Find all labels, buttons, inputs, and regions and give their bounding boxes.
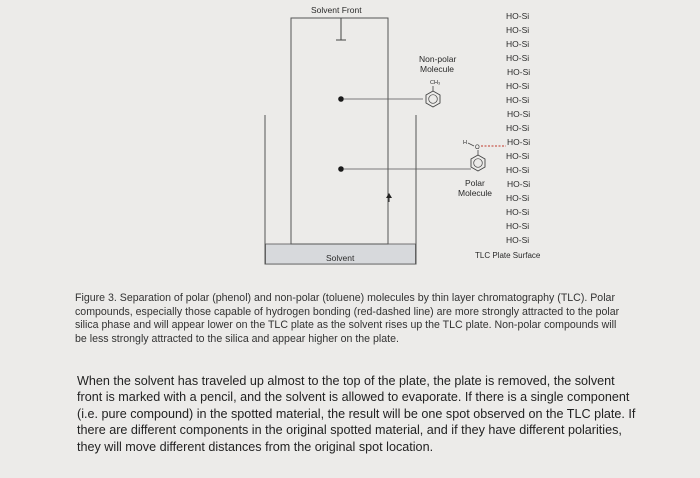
figure-caption: Figure 3. Separation of polar (phenol) and non-polar (toluene) molecules by thin layer chromatography (TLC). Polar compounds, especially those capable of hydrogen bonding (red-dashed line) are more strongly attracted to the polar silica phase and will appear lower on the TLC plate as the solvent rises up the TLC plate. Non-polar compounds will be less strongly attracted to the silica and appear higher on the plate. xyxy=(75,292,620,345)
phenol-ring-icon xyxy=(471,155,485,171)
silanol-group: HO-Si xyxy=(506,39,530,49)
silanol-group: HO-Si xyxy=(507,137,531,147)
silanol-group: HO-Si xyxy=(506,53,530,63)
solvent-rise-arrow-icon xyxy=(386,193,392,198)
silanol-group: HO-Si xyxy=(506,123,530,133)
silanol-group: HO-Si xyxy=(507,67,531,77)
tlc-surface-label: TLC Plate Surface xyxy=(475,251,541,260)
silanol-group: HO-Si xyxy=(506,193,530,203)
nonpolar-label-line1: Non-polar xyxy=(419,54,457,64)
beaker-outline xyxy=(265,115,416,264)
silanol-group: HO-Si xyxy=(507,179,531,189)
polar-label-line1: Polar xyxy=(465,178,485,188)
silanol-group: HO-Si xyxy=(506,25,530,35)
phenol-oxygen: O xyxy=(475,145,480,151)
silanol-group: HO-Si xyxy=(506,11,530,21)
phenol-hydrogen: H xyxy=(463,140,467,146)
silanol-group: HO-Si xyxy=(506,235,530,245)
toluene-ring-icon xyxy=(426,91,440,107)
silanol-group: HO-Si xyxy=(507,109,531,119)
nonpolar-spot xyxy=(338,96,344,102)
solvent-label: Solvent xyxy=(326,253,355,263)
phenol-oh-bond xyxy=(468,143,474,146)
silanol-group: HO-Si xyxy=(506,151,530,161)
silanol-group: HO-Si xyxy=(506,165,530,175)
polar-spot xyxy=(338,166,344,172)
phenol-ring-inner xyxy=(474,159,483,168)
body-paragraph: When the solvent has traveled up almost to the top of the plate, the plate is removed, the solvent front is marked with a pencil, and the solvent is allowed to evaporate. If there is a single component (i.e. pure compound) in the spotted material, the result will be one spot observed on the TLC plate. If there are different components in the original spotted material, and if they have different polarities, they will move different distances from the original spot location. xyxy=(77,374,636,454)
silanol-group: HO-Si xyxy=(506,221,530,231)
nonpolar-substituent: CH₃ xyxy=(430,80,441,86)
toluene-ring-inner xyxy=(429,95,438,104)
solvent-front-label: Solvent Front xyxy=(311,5,362,15)
silanol-group: HO-Si xyxy=(506,95,530,105)
silanol-column xyxy=(506,11,530,245)
silanol-group: HO-Si xyxy=(506,81,530,91)
nonpolar-label-line2: Molecule xyxy=(420,64,455,74)
polar-label-line2: Molecule xyxy=(458,188,493,198)
tlc-plate xyxy=(291,18,388,244)
silanol-group: HO-Si xyxy=(506,207,530,217)
